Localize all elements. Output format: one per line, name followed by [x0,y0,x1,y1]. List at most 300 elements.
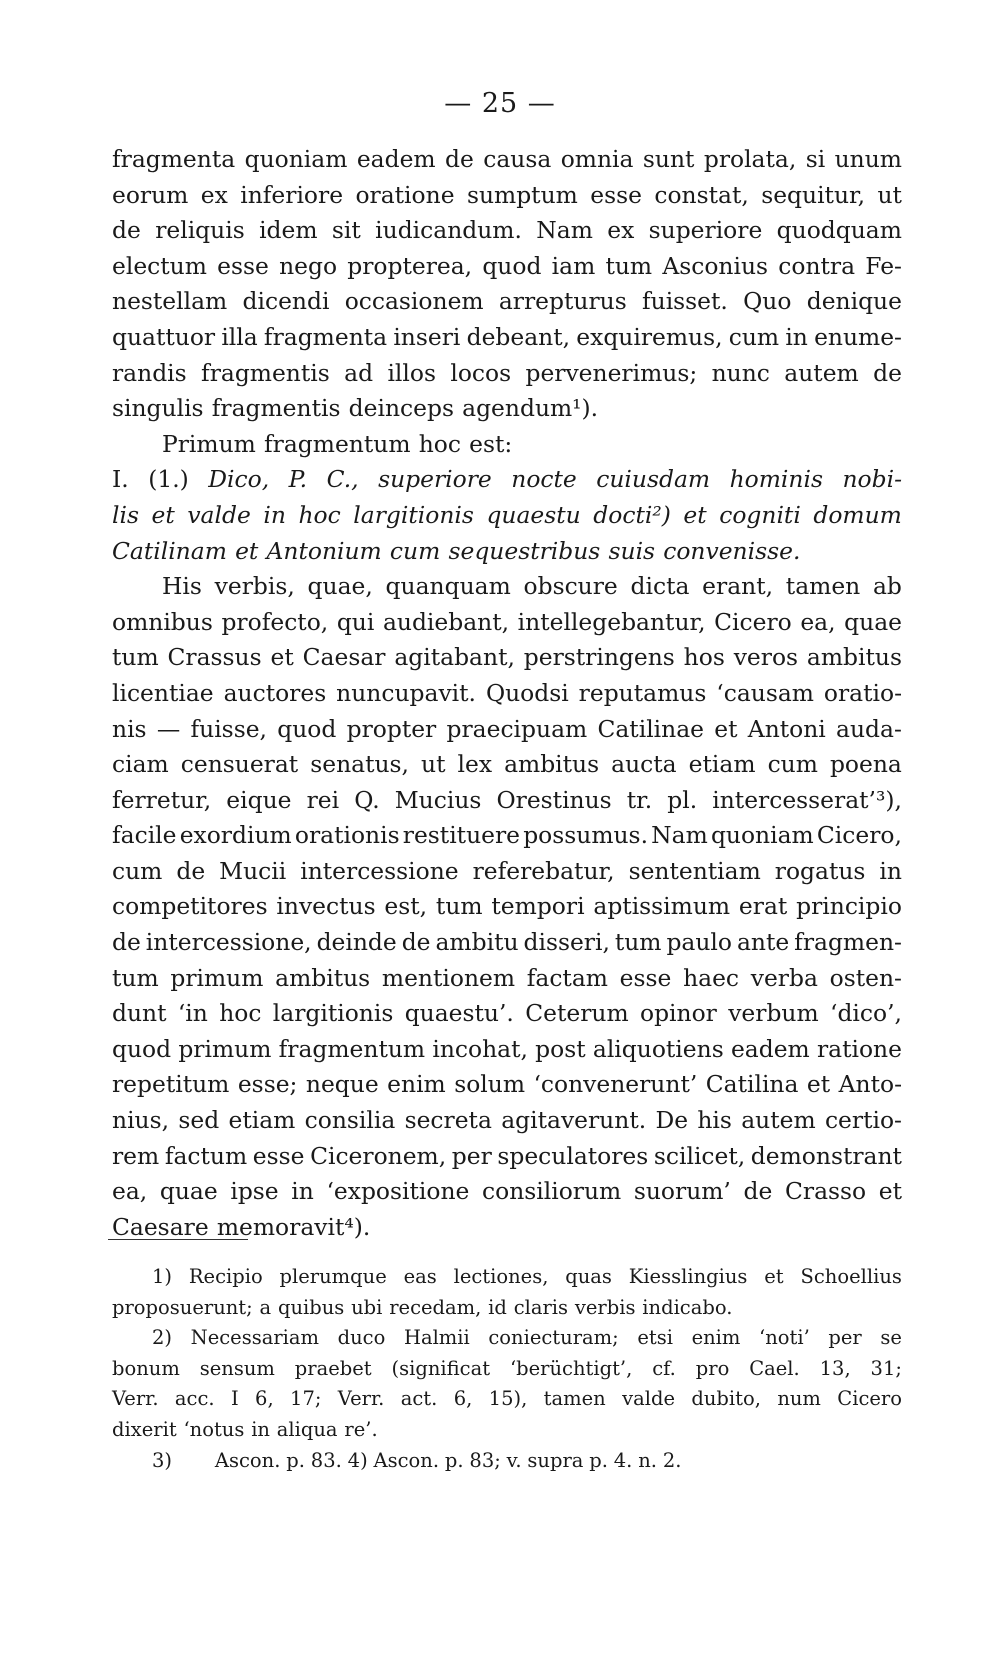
word: aliqua [276,1417,338,1441]
word: arrepturus [498,287,627,316]
word: rem [112,1141,160,1170]
word: intellegebantur, [517,607,706,636]
word: est, [384,892,428,921]
word: ab [872,572,902,601]
text-line [112,818,902,854]
footnote-line [112,1384,902,1415]
text-line [112,1210,902,1246]
word: cum [389,536,441,565]
word: Antoni [747,714,826,743]
word: quaestu’. [404,999,514,1028]
word: denique [806,287,902,316]
text-line [112,569,902,605]
word: 1) [152,1265,173,1288]
word: quod [277,714,337,743]
text-line [112,961,902,997]
body-text [112,142,902,1245]
word: quaestu [486,500,581,529]
word: in [291,1177,314,1206]
word: in [879,856,902,885]
word: duco [337,1326,386,1350]
word: rei [306,785,340,814]
word: 83; [469,1448,501,1472]
word: omnibus [112,607,213,636]
word: hoc [418,429,461,458]
word: Ascon. [214,1448,281,1472]
word: intercesserat’³), [712,785,902,814]
word: dubito, [691,1387,761,1411]
word: solum [454,1070,526,1099]
word: tum [112,643,159,672]
word: ‘in [177,999,208,1028]
word: tum [435,892,483,921]
word: I. [112,465,129,494]
word: auctores [223,678,327,707]
word: enim [387,1070,446,1099]
word: aliquotiens [592,1034,724,1063]
word: eadem [730,1034,810,1063]
word: illa [221,322,258,351]
word: praecipuam [446,714,588,743]
word: (1.) [148,465,189,494]
word: ipse [230,1177,279,1206]
text-line [112,747,902,783]
word: post [535,1034,586,1063]
word: Cicero [837,1387,902,1411]
word: quae [159,1177,218,1206]
word: mentionem [381,963,516,992]
word: esse [590,180,642,209]
text-line [112,640,902,676]
word: cum [767,750,818,779]
word: disseri, [523,928,610,957]
word: Caesar [302,643,386,672]
text-line [112,1174,902,1210]
word: lis [112,500,139,529]
word: tum [605,251,653,280]
text-line [112,320,902,356]
word: proposuerunt; [112,1295,253,1319]
word: obscure [523,572,618,601]
word: 6, [255,1387,274,1411]
word: enim [691,1326,741,1350]
word: nego [279,251,338,280]
word: nis [112,714,147,743]
word: sequestribus [448,536,601,565]
text-line [112,356,902,392]
word: speculatores [497,1141,649,1170]
word: erant, [702,572,774,601]
word: de [743,1177,773,1206]
word: ex [200,180,228,209]
word: tamen [785,572,861,601]
text-line [112,889,902,925]
word: reputamus [578,678,707,707]
word: haec [683,963,740,992]
word: praebet [294,1356,372,1380]
word: et [151,500,175,529]
word: hoc [298,500,341,529]
word: osten- [829,963,902,992]
word: profecto, [221,607,329,636]
word: quoniam [244,145,348,173]
word: sententiam [628,856,761,885]
word: superiore [378,465,492,494]
word: n. [638,1448,657,1472]
word: 31; [870,1356,902,1380]
word: occasionem [344,287,484,316]
word: dunt [112,999,167,1028]
word: eique [226,785,292,814]
word: Fe- [865,251,902,280]
text-line [112,249,902,285]
footnote-line [112,1323,902,1354]
word: agitaverunt. [501,1106,647,1135]
word: num [777,1387,821,1411]
word: nunc [711,358,770,387]
text-line [112,925,902,961]
word: fragmen- [794,928,902,957]
word: nuncupavit. [336,678,476,707]
word: fragmentum [264,429,411,458]
word: deinde [316,928,397,957]
footnote-line [112,1415,902,1446]
text-line [112,1139,902,1175]
word: lectiones, [453,1265,549,1288]
text-line [112,498,902,534]
word: propterea, [347,251,473,280]
word: eas [403,1265,437,1288]
word: ea, [800,607,836,636]
word: Cicero, [816,821,902,850]
word: indicabo. [642,1295,733,1319]
word: valde [622,1387,676,1411]
word: intercessione, [145,928,312,957]
word: de [445,145,474,173]
word: secreta [404,1106,492,1135]
word: causa [483,145,552,173]
text-line [112,213,902,249]
word: facile [112,821,177,850]
footnotes [112,1262,902,1476]
word: licentiae [112,678,214,707]
word: dicta [630,572,690,601]
word: auda- [836,714,902,743]
word: Quo [743,287,792,316]
word: etiam [228,1106,296,1135]
word: inferiore [240,180,344,209]
word: illos [387,358,436,387]
text-line [112,534,902,570]
word: Anto- [838,1070,902,1099]
footnote-rule [108,1239,248,1240]
word: et [764,1265,784,1288]
word: eorum [112,180,189,209]
word: nius, [112,1106,170,1135]
footnote-line [112,1262,902,1293]
word: ‘notus [183,1417,245,1441]
word: agendum¹). [462,394,599,423]
word: superiore [648,216,763,245]
word: C., [326,465,359,494]
word: esse; [237,1070,298,1099]
word: ut [421,750,446,779]
word: contra [778,251,856,280]
text-line [112,1032,902,1068]
word: tum [112,963,159,992]
word: oratio- [823,678,902,707]
word: inseri [393,322,461,351]
word: ambitus [806,643,902,672]
word: veros [733,643,799,672]
footnote-line [112,1293,902,1324]
word: tempori [491,892,585,921]
word: Mucii [219,856,287,885]
word: quae [844,607,902,636]
word: et [878,1177,902,1206]
word: iam [551,251,596,280]
word: Nam [651,821,708,850]
word: per [828,1326,862,1350]
word: neque [305,1070,379,1099]
word: in [251,1417,270,1441]
word: etiam [688,750,756,779]
word: scilicet, [653,1141,746,1170]
word: unum [834,145,902,173]
word: iudicandum. [375,216,522,245]
word: sit [331,216,361,245]
word: de [401,928,431,957]
word: suis [608,536,656,565]
word: (significat [391,1356,491,1380]
word: fragmentis [211,394,341,423]
word: perstringens [523,643,675,672]
word: domum [813,500,902,529]
word: senatus, [310,750,409,779]
word: esse [217,251,269,280]
word: ‘causam [716,678,814,707]
word: valde [187,500,251,529]
text-line [112,178,902,214]
word: consiliorum [482,1177,622,1206]
word: 2) [152,1326,173,1350]
word: hos [683,643,725,672]
word: act. [400,1387,438,1411]
word: cf. [652,1356,676,1380]
word: sed [178,1106,220,1135]
word: docti²) [593,500,671,529]
word: supra [527,1448,584,1472]
text-line [112,462,902,498]
word: quod [112,1034,172,1063]
word: plerumque [279,1265,387,1288]
word: et [714,714,738,743]
word: consilia [304,1106,396,1135]
word: Q. [354,785,380,814]
word: Nam [536,216,593,245]
word: Ceterum [525,999,629,1028]
word: suorum’ [633,1177,731,1206]
word: Quodsi [485,678,569,707]
word: incohat, [432,1034,528,1063]
word: Dico, [208,465,270,494]
word: cogniti [719,500,801,529]
word: verbis, [214,572,295,601]
word: ea, [112,1177,148,1206]
word: 4. [613,1448,633,1472]
word: verbis [574,1295,636,1319]
text-line [112,712,902,748]
word: largitionis [353,500,474,529]
word: Cicero [714,607,792,636]
word: propter [346,714,437,743]
word: ‘convenerunt’ [533,1070,698,1099]
word: de [112,216,141,245]
word: lex [457,750,493,779]
word: per [451,1141,492,1170]
word: audiebant, [382,607,510,636]
word: dixerit [112,1417,177,1441]
word: 17; [290,1387,322,1411]
word: et [806,1070,831,1099]
word: Antonium [266,536,382,565]
word: acc. [174,1387,215,1411]
word: sumptum [466,180,578,209]
word: omnia [560,145,634,173]
word: autem [741,1106,816,1135]
word: competitores [112,892,268,921]
word: Catilina [705,1070,799,1099]
word: fuisse, [190,714,267,743]
word: de [112,928,141,957]
word: tamen [543,1387,606,1411]
text-line [112,1103,902,1139]
word: p. [286,1448,305,1472]
word: nestellam [112,287,228,316]
word: Cael. [749,1356,800,1380]
word: oratione [355,180,455,209]
text-line [112,427,902,463]
word: si [805,145,826,173]
word: I [230,1387,239,1411]
word: dicendi [242,287,330,316]
word: principio [796,892,902,921]
word: Ascon. [373,1448,440,1472]
word: invectus [276,892,376,921]
text-line [112,854,902,890]
word: aptissimum [593,892,731,921]
text-line [112,605,902,641]
word: p. [589,1448,608,1472]
word: Ciceronem, [310,1141,447,1170]
word: largitionis [272,999,394,1028]
word: in [263,500,286,529]
word: Halmii [403,1326,470,1350]
word: pervenerimus; [525,358,698,387]
word: sunt [642,145,695,173]
word: esse [619,963,672,992]
word: et [235,536,259,565]
text-line [112,1067,902,1103]
word: qui [336,607,375,636]
word: randis [112,358,187,387]
word: orationis [294,821,400,850]
word: enume- [814,322,902,351]
word: convenisse. [663,536,801,565]
word: tr. [626,785,653,814]
word: ‘noti’ [759,1326,810,1350]
word: de [873,358,902,387]
word: exquiremus, [576,322,723,351]
word: fragmentis [201,358,330,387]
word: certio- [824,1106,902,1135]
word: hoc [219,999,262,1028]
word: primum [170,963,264,992]
word: His [162,572,202,601]
word: 15), [488,1387,528,1411]
word: p. [444,1448,464,1472]
footnote-line [112,1446,902,1477]
word: recedam, [389,1295,482,1319]
word: censuerat [180,750,299,779]
word: nocte [511,465,577,494]
word: Catilinae [597,714,705,743]
footnote-line [112,1354,902,1385]
word: — [156,714,181,743]
word: ratione [816,1034,902,1063]
word: Primum [162,429,256,458]
word: id [488,1295,507,1319]
word: referebatur, [472,856,615,885]
word: Necessariam [190,1326,320,1350]
word: repetitum [112,1070,230,1099]
word: memoravit⁴). [216,1212,371,1241]
word: et [270,643,294,672]
word: sequitur, [761,180,866,209]
word: pl. [667,785,698,814]
word: possumus. [523,821,648,850]
word: exordium [179,821,292,850]
word: tum [614,928,662,957]
word: ante [736,928,790,957]
word: v. [506,1448,522,1472]
word: 3) [152,1448,173,1472]
word: pro [695,1356,730,1380]
word: Verr. [112,1387,159,1411]
text-line [112,391,902,427]
word: Recipio [188,1265,263,1288]
word: P. [288,465,308,494]
text-line [112,996,902,1032]
word: restituere [402,821,521,850]
word: quod [482,251,542,280]
word: quattuor [112,322,216,351]
word: Crasso [784,1177,867,1206]
word: Orestinus [496,785,612,814]
word: Catilinam [112,536,227,565]
word: quas [565,1265,612,1288]
word: debeant, [466,322,571,351]
word: Kiesslingius [628,1265,748,1288]
word: esse [252,1141,305,1170]
word: poena [829,750,902,779]
word: fragmentum [278,1034,426,1063]
word: 2. [662,1448,682,1472]
word: ambitus [275,963,371,992]
word: deinceps [348,394,454,423]
word: opinor [639,999,717,1028]
text-line [112,676,902,712]
